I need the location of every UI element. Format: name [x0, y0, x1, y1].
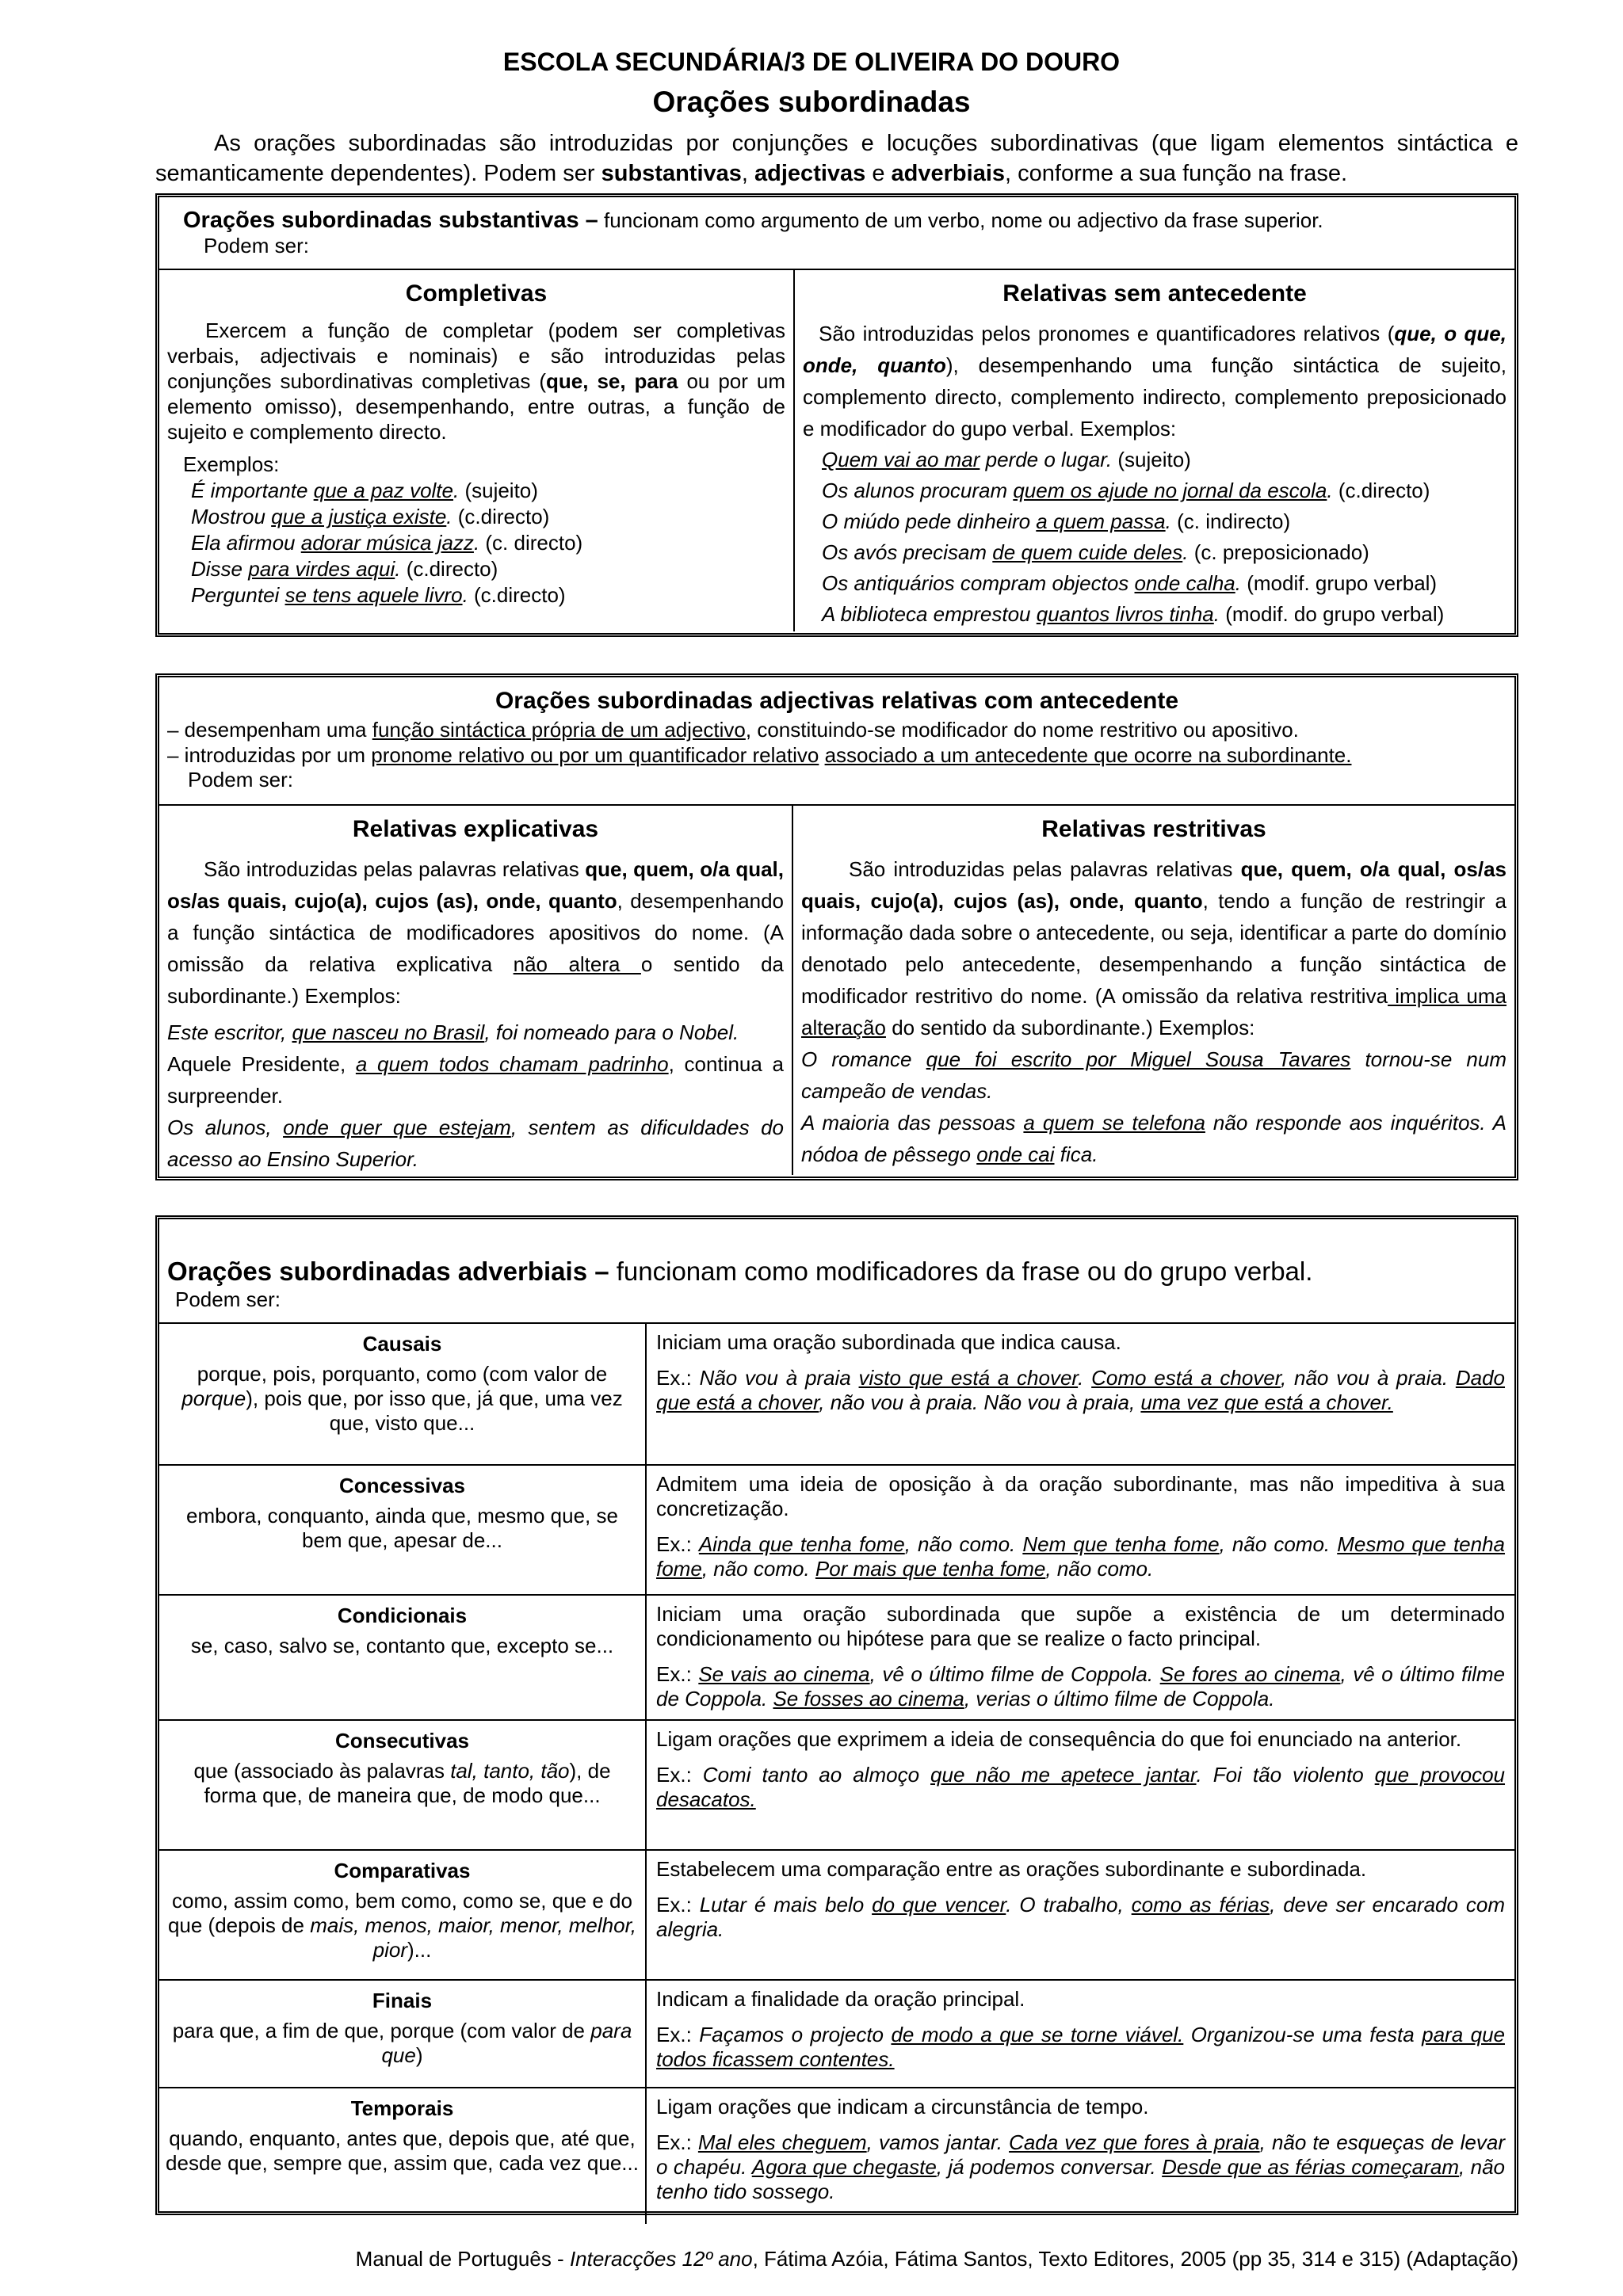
example-segment: Lutar é mais belo	[699, 1893, 873, 1917]
explicativas-example-1	[167, 1016, 784, 1048]
example-text: É importante	[191, 479, 314, 502]
example-segment: .	[1078, 1366, 1092, 1390]
example-underlined: que a justiça existe	[271, 505, 447, 528]
example-function: (modif. do grupo verbal)	[1220, 602, 1445, 626]
document-title: Orações subordinadas	[652, 86, 971, 118]
example-segment: Ex.:	[656, 1366, 700, 1390]
restritivas-title: Relativas restritivas	[1041, 816, 1266, 842]
example-text: Os alunos,	[167, 1116, 284, 1139]
adverbial-type-cell	[159, 1465, 646, 1595]
example-underlined: se tens aquele livro	[285, 583, 463, 607]
example-function: (c.directo)	[457, 505, 550, 528]
adverbial-description-cell	[646, 1595, 1514, 1720]
example-item	[803, 506, 1507, 537]
adverbial-conjunctions	[166, 2126, 639, 2176]
example-segment: Ex.:	[656, 1763, 703, 1787]
example-text: Ela afirmou	[191, 531, 301, 555]
adverbial-description: Admitem uma ideia de oposição à da oração subordinante, mas não impeditiva à sua concretização.	[656, 1472, 1505, 1520]
substantivas-heading	[183, 207, 1505, 234]
example-underlined: de modo a que se torne viável.	[891, 2023, 1184, 2046]
example-underlined: como as férias	[1131, 1893, 1270, 1917]
example-underlined: Desde que as férias começaram	[1162, 2155, 1460, 2179]
adverbial-type-cell	[159, 1850, 646, 1980]
conjunction-segment: para que, a fim de que, porque (com valor de	[172, 2019, 591, 2042]
example-underlined: a quem passa	[1036, 509, 1166, 533]
adverbial-description-cell	[646, 1324, 1514, 1465]
example-segment: , não como.	[1045, 1557, 1154, 1581]
example-underlined: uma vez que está a chover.	[1140, 1390, 1393, 1414]
intro-bold-substantivas: substantivas	[601, 161, 742, 186]
intro-text-4: , conforme a sua função na frase.	[1005, 161, 1348, 186]
example-segment: , vê o último filme de Coppola.	[869, 1662, 1160, 1686]
explicativas-description	[167, 853, 784, 1012]
footer-text-2: , Fátima Azóia, Fátima Santos, Texto Editores, 2005 (pp 35, 314 e 315) (Adaptação)	[752, 2247, 1518, 2271]
completivas-desc-bold: que, se, para	[546, 369, 678, 393]
adverbial-examples	[656, 2130, 1505, 2204]
example-text: Mostrou	[191, 505, 272, 528]
example-text-mid: não responde aos inquéritos. A nódoa de pêssego	[801, 1111, 1507, 1166]
adverbial-type-cell	[159, 1980, 646, 2088]
example-item	[803, 475, 1507, 506]
adverbial-type-name: Concessivas	[339, 1474, 465, 1497]
adjectivas-line-2-underlined-2: associado a um antecedente que ocorre na subordinante.	[824, 743, 1352, 767]
example-function: (c.directo)	[1332, 479, 1430, 502]
example-segment: , vê o último filme de Coppola.	[656, 1662, 1505, 1711]
example-function: (c.directo)	[474, 583, 566, 607]
example-text-end: .	[1213, 602, 1220, 626]
conjunction-segment: que (associado às palavras	[193, 1759, 451, 1783]
example-underlined: Ainda que tenha fome	[698, 1532, 905, 1556]
substantivas-podem-ser: Podem ser:	[204, 234, 309, 257]
example-function: (c. directo)	[485, 531, 583, 555]
conjunction-segment: porque, pois, porquanto, como (com valor de	[197, 1362, 608, 1386]
example-segment: , verias o último filme de Coppola.	[964, 1687, 1275, 1711]
example-underlined: Cada vez que fores à praia	[1009, 2130, 1260, 2154]
adverbial-description: Estabelecem uma comparação entre as orações subordinante e subordinada.	[656, 1857, 1367, 1881]
adverbial-conjunctions	[166, 1504, 639, 1553]
example-segment: , já podemos conversar.	[936, 2155, 1163, 2179]
relativas-sem-desc-bold: que, o que, onde, quanto	[803, 322, 1507, 377]
adverbiais-header	[159, 1219, 1514, 1324]
conjunction-segment: quando, enquanto, antes que, depois que, até que, desde que, sempre que, assim que, cada vez que...	[166, 2126, 639, 2175]
example-underlined: que foi escrito por Miguel Sousa Tavares	[926, 1047, 1351, 1071]
table-row	[159, 1595, 1514, 1720]
example-underlined: a quem todos chamam padrinho	[355, 1052, 669, 1076]
example-underlined: Nem que tenha fome	[1022, 1532, 1220, 1556]
adverbial-type-name: Causais	[362, 1332, 442, 1356]
restritivas-example-2	[801, 1107, 1507, 1170]
conjunction-segment: )...	[407, 1938, 432, 1962]
example-text: Este escritor,	[167, 1020, 292, 1044]
table-row	[159, 1850, 1514, 1980]
example-underlined: de quem cuide deles	[992, 540, 1183, 564]
conjunction-segment: )	[415, 2043, 423, 2067]
example-underlined: Como está a chover	[1091, 1366, 1281, 1390]
adjectivas-columns	[159, 806, 1514, 1175]
completivas-title: Completivas	[405, 280, 548, 307]
intro-text-3: e	[865, 161, 892, 186]
restritivas-desc-bold: que, quem, o/a qual, os/as quais, cujo(a), cujos (as), onde, quanto	[801, 857, 1507, 913]
adverbial-description-cell	[646, 1850, 1514, 1980]
adverbial-description: Iniciam uma oração subordinada que indica causa.	[656, 1330, 1121, 1354]
adverbial-description-cell	[646, 1720, 1514, 1850]
example-item	[803, 537, 1507, 568]
adjectivas-box	[155, 673, 1518, 1180]
substantivas-header	[159, 197, 1514, 270]
adverbial-type-cell	[159, 1720, 646, 1850]
adjectivas-podem-ser: Podem ser:	[188, 768, 293, 791]
example-underlined: a quem se telefona	[1023, 1111, 1205, 1135]
source-footer	[356, 2247, 1518, 2271]
restritivas-column	[793, 806, 1514, 1175]
adverbial-conjunctions	[166, 2019, 639, 2068]
table-row	[159, 1980, 1514, 2088]
example-segment: , deve ser encarado com alegria.	[656, 1893, 1505, 1941]
example-underlined: do que vencer	[872, 1893, 1006, 1917]
completivas-examples	[167, 478, 785, 608]
example-segment: Ex.:	[656, 2023, 700, 2046]
intro-bold-adverbiais: adverbiais	[891, 161, 1006, 186]
example-segment: , não como.	[701, 1557, 815, 1581]
example-underlined: que nasceu no Brasil	[292, 1020, 485, 1044]
restritivas-desc-3: do sentido da subordinante.) Exemplos:	[885, 1016, 1255, 1039]
example-function: (sujeito)	[464, 479, 538, 502]
example-segment: , não tenho tido sossego.	[656, 2155, 1505, 2203]
example-function: (c.directo)	[406, 557, 498, 581]
adverbial-conjunctions	[166, 1759, 639, 1808]
example-segment: , vamos jantar.	[866, 2130, 1010, 2154]
example-text-end: .	[446, 505, 458, 528]
example-segment: Não vou à praia	[699, 1366, 859, 1390]
completivas-examples-label: Exemplos:	[183, 452, 280, 476]
example-underlined: que não me apetece jantar	[930, 1763, 1197, 1787]
adverbial-conjunctions	[166, 1889, 639, 1962]
restritivas-desc-2: , tendo a função de restringir a informação dada sobre o antecedente, ou seja, identificar a parte do domínio denotado pelo antecedente, desempenhando a função sintáctica de modificador restritivo do nome. (A omissão da relativa restritiva	[801, 889, 1507, 1008]
example-underlined: Dado que está a chover	[656, 1366, 1506, 1414]
example-underlined: quem os ajude no jornal da escola	[1013, 479, 1327, 502]
explicativas-title: Relativas explicativas	[352, 816, 599, 842]
adverbial-examples	[656, 1366, 1505, 1415]
example-text-end: .	[395, 557, 407, 581]
footer-book-title: Interacções 12º ano	[569, 2247, 753, 2271]
footer-text-1: Manual de Português -	[355, 2247, 570, 2271]
explicativas-desc-bold: que, quem, o/a qual, os/as quais, cujo(a), cujos (as), onde, quanto	[167, 857, 784, 913]
adverbiais-table	[159, 1324, 1514, 2224]
adverbial-examples	[656, 1763, 1505, 1812]
example-text: A maioria das pessoas	[801, 1111, 1024, 1135]
table-row	[159, 2088, 1514, 2224]
adverbial-conjunctions	[166, 1362, 639, 1436]
example-text: Os alunos procuram	[822, 479, 1014, 502]
example-function: (c. indirecto)	[1170, 509, 1291, 533]
intro-text-2: ,	[741, 161, 755, 186]
example-underlined: para virdes aqui	[248, 557, 395, 581]
restritivas-description	[801, 853, 1507, 1043]
example-text-end: , foi nomeado para o Nobel.	[484, 1020, 739, 1044]
explicativas-example-2	[167, 1048, 784, 1112]
example-text-end: .	[462, 583, 475, 607]
example-underlined: Quem vai ao mar	[822, 448, 980, 471]
example-text-end: .	[453, 479, 465, 502]
example-underlined: Mesmo que tenha fome	[656, 1532, 1506, 1581]
adjectivas-line-2-text: – introduzidas por um	[167, 743, 372, 767]
example-item	[167, 478, 785, 504]
example-underlined: para que todos ficassem contentes.	[656, 2023, 1505, 2071]
example-function: (sujeito)	[1112, 448, 1191, 471]
example-segment: , não te esqueças de levar o chapéu.	[656, 2130, 1505, 2179]
example-underlined: Se fores ao cinema	[1159, 1662, 1341, 1686]
example-function: (c. preposicionado)	[1188, 540, 1369, 564]
adverbial-description: Indicam a finalidade da oração principal.	[656, 1987, 1025, 2011]
restritivas-example-1	[801, 1043, 1507, 1107]
adjectivas-heading: Orações subordinadas adjectivas relativas com antecedente	[495, 688, 1179, 714]
conjunction-segment: tal, tanto, tão	[450, 1759, 570, 1783]
example-text: Os avós precisam	[822, 540, 993, 564]
example-segment: . O trabalho,	[1006, 1893, 1132, 1917]
example-underlined-2: onde cai	[976, 1142, 1055, 1166]
example-text: Aquele Presidente,	[167, 1052, 356, 1076]
example-text: O miúdo pede dinheiro	[822, 509, 1037, 533]
school-name: ESCOLA SECUNDÁRIA/3 DE OLIVEIRA DO DOURO	[502, 48, 1121, 76]
adverbiais-heading	[167, 1256, 1507, 1287]
example-text-end: .	[1327, 479, 1333, 502]
example-underlined: que provocou desacatos.	[656, 1763, 1506, 1811]
example-underlined: Agora que chegaste	[751, 2155, 937, 2179]
example-item	[167, 530, 785, 556]
adverbial-type-name: Comparativas	[334, 1859, 471, 1882]
adverbial-description: Ligam orações que exprimem a ideia de consequência do que foi enunciado na anterior.	[656, 1727, 1462, 1751]
example-segment: , não vou à praia. Não vou à praia,	[819, 1390, 1141, 1414]
example-text: Os antiquários compram objectos	[822, 571, 1135, 595]
adjectivas-line-2-underlined-1: pronome relativo ou por um quantificador relativo	[371, 743, 819, 767]
explicativas-desc-1: São introduzidas pelas palavras relativas	[204, 857, 586, 881]
conjunction-segment: como, assim como, bem como, como se, que e do que (depois de	[167, 1889, 632, 1937]
conjunction-segment: para que	[381, 2019, 632, 2067]
example-text-end: , continua a surpreender.	[167, 1052, 785, 1108]
example-segment: Façamos o projecto	[699, 2023, 892, 2046]
adverbiais-box	[155, 1215, 1518, 2215]
table-row	[159, 1720, 1514, 1850]
adverbial-examples	[656, 2023, 1505, 2072]
adjectivas-line-1	[167, 717, 1507, 742]
completivas-desc-1: Exercem a função de completar (podem ser completivas verbais, adjectivais e nominais) e são introduzidas pelas conjunções subordinativas completivas (	[167, 318, 785, 393]
relativas-sem-antecedente-title: Relativas sem antecedente	[1002, 280, 1307, 307]
adverbiais-podem-ser: Podem ser:	[175, 1287, 281, 1311]
example-text: A biblioteca emprestou	[822, 602, 1037, 626]
adverbiais-heading-bold: Orações subordinadas adverbiais –	[167, 1257, 609, 1286]
example-segment: , não vou à praia.	[1281, 1366, 1456, 1390]
example-underlined: Se fosses ao cinema	[773, 1687, 964, 1711]
adverbiais-heading-rest: funcionam como modificadores da frase ou do grupo verbal.	[609, 1257, 1313, 1286]
example-segment: Ex.:	[656, 1532, 699, 1556]
example-item	[803, 568, 1507, 599]
adjectivas-line-1-text: – desempenham uma	[167, 718, 372, 742]
example-segment: Comi tanto ao almoço	[702, 1763, 931, 1787]
substantivas-columns	[159, 270, 1514, 631]
explicativas-example-3	[167, 1112, 784, 1175]
example-item	[167, 556, 785, 582]
example-text-end: , sentem as dificuldades do acesso ao Ensino Superior.	[167, 1116, 784, 1171]
adverbial-description: Ligam orações que indicam a circunstância de tempo.	[656, 2095, 1149, 2119]
example-text-end: .	[1235, 571, 1241, 595]
completivas-desc-2: ou por um elemento omisso), desempenhando, entre outras, a função de sujeito e complemento directo.	[167, 369, 785, 444]
example-segment: Ex.:	[656, 1893, 700, 1917]
adverbial-examples	[656, 1532, 1505, 1581]
adjectivas-line-1-end: , constituindo-se modificador do nome restritivo ou apositivo.	[745, 718, 1299, 742]
conjunction-segment: se, caso, salvo se, contanto que, excepto se...	[190, 1634, 614, 1657]
example-segment: , não como.	[904, 1532, 1023, 1556]
conjunction-segment: porque	[181, 1386, 246, 1410]
substantivas-heading-bold: Orações subordinadas substantivas –	[183, 208, 598, 233]
adverbial-type-name: Temporais	[350, 2096, 454, 2120]
example-function: (modif. grupo verbal)	[1240, 571, 1438, 595]
example-text: Perguntei	[191, 583, 285, 607]
conjunction-segment: ), de forma que, de maneira que, de modo que...	[204, 1759, 611, 1807]
intro-text-1: As orações subordinadas são introduzidas por conjunções e locuções subordinativas (que ligam elementos sintáctica e semanticamente dependentes). Podem ser	[155, 131, 1518, 186]
example-underlined: quantos livros tinha	[1036, 602, 1214, 626]
adverbial-description-cell	[646, 1465, 1514, 1595]
relativas-sem-description	[803, 318, 1507, 444]
example-underlined: onde calha	[1134, 571, 1235, 595]
completivas-column	[159, 270, 795, 631]
example-segment: . Foi tão violento	[1196, 1763, 1375, 1787]
example-text: Disse	[191, 557, 249, 581]
relativas-sem-examples	[803, 444, 1507, 630]
example-underlined: que a paz volte	[313, 479, 453, 502]
example-underlined: adorar música jazz	[300, 531, 474, 555]
conjunction-segment: mais, menos, maior, menor, melhor, pior	[310, 1913, 637, 1962]
example-text-end: perde o lugar.	[980, 448, 1113, 471]
adjectivas-line-2-space	[819, 743, 824, 767]
adverbial-type-name: Consecutivas	[334, 1729, 470, 1753]
example-item	[167, 582, 785, 608]
intro-bold-adjectivas: adjectivas	[754, 161, 866, 186]
adjectivas-header	[159, 677, 1514, 806]
example-underlined: Mal eles cheguem	[697, 2130, 867, 2154]
adjectivas-line-2	[167, 742, 1507, 768]
adverbial-type-name: Finais	[372, 1989, 433, 2012]
table-row	[159, 1465, 1514, 1595]
restritivas-desc-underlined: implica uma alteração	[801, 984, 1507, 1039]
example-segment: Ex.:	[656, 1662, 699, 1686]
example-item	[167, 504, 785, 530]
table-row	[159, 1324, 1514, 1465]
example-text-end: .	[1165, 509, 1171, 533]
example-underlined: Por mais que tenha fome	[815, 1557, 1046, 1581]
explicativas-desc-underlined: não altera	[513, 952, 641, 976]
adverbial-description-cell	[646, 2088, 1514, 2224]
example-text-end: .	[1182, 540, 1189, 564]
substantivas-box	[155, 193, 1518, 637]
substantivas-heading-rest: funcionam como argumento de um verbo, nome ou adjectivo da frase superior.	[598, 208, 1323, 232]
completivas-description	[167, 318, 785, 444]
adverbial-description-cell	[646, 1980, 1514, 2088]
adverbial-type-cell	[159, 1595, 646, 1720]
example-segment: Organizou-se uma festa	[1183, 2023, 1423, 2046]
explicativas-desc-2: , desempenhando a função sintáctica de modificadores apositivos do nome. (A omissão da relativa explicativa	[167, 889, 784, 976]
relativas-sem-desc-1: São introduzidas pelos pronomes e quantificadores relativos (	[819, 322, 1395, 345]
adverbial-examples	[656, 1893, 1505, 1942]
example-text-end: tornou-se num campeão de vendas.	[801, 1047, 1507, 1103]
adverbial-type-cell	[159, 1324, 646, 1465]
example-underlined: onde quer que estejam	[283, 1116, 511, 1139]
example-item	[803, 444, 1507, 475]
example-underlined: Se vais ao cinema	[698, 1662, 870, 1686]
example-underlined: visto que está a chover	[858, 1366, 1079, 1390]
relativas-sem-desc-2: ), desempenhando uma função sintáctica de sujeito, complemento directo, complemento indirecto, complemento preposicionado e modificador do gupo verbal. Exemplos:	[803, 353, 1507, 441]
example-segment: Ex.:	[656, 2130, 698, 2154]
conjunction-segment: ), pois que, por isso que, já que, uma vez que, visto que...	[246, 1386, 623, 1435]
example-text: O romance	[801, 1047, 926, 1071]
explicativas-column	[159, 806, 793, 1175]
intro-paragraph	[155, 128, 1518, 189]
adverbial-type-name: Condicionais	[337, 1604, 468, 1627]
example-text-end: .	[473, 531, 486, 555]
adverbial-description: Iniciam uma oração subordinada que supõe a existência de um determinado condicionamento ou hipótese para que se realize o facto principal.	[656, 1602, 1505, 1650]
example-item	[803, 599, 1507, 630]
adjectivas-line-1-underlined: função sintáctica própria de um adjectivo	[372, 718, 746, 742]
relativas-sem-antecedente-column	[795, 270, 1514, 631]
adverbial-examples	[656, 1662, 1505, 1711]
conjunction-segment: embora, conquanto, ainda que, mesmo que, se bem que, apesar de...	[186, 1504, 618, 1552]
adverbial-conjunctions	[166, 1634, 639, 1658]
explicativas-desc-3: o sentido da subordinante.) Exemplos:	[167, 952, 784, 1008]
example-segment: , não como.	[1219, 1532, 1338, 1556]
adverbial-type-cell	[159, 2088, 646, 2224]
restritivas-desc-1: São introduzidas pelas palavras relativas	[849, 857, 1241, 881]
example-text-end: fica.	[1054, 1142, 1098, 1166]
